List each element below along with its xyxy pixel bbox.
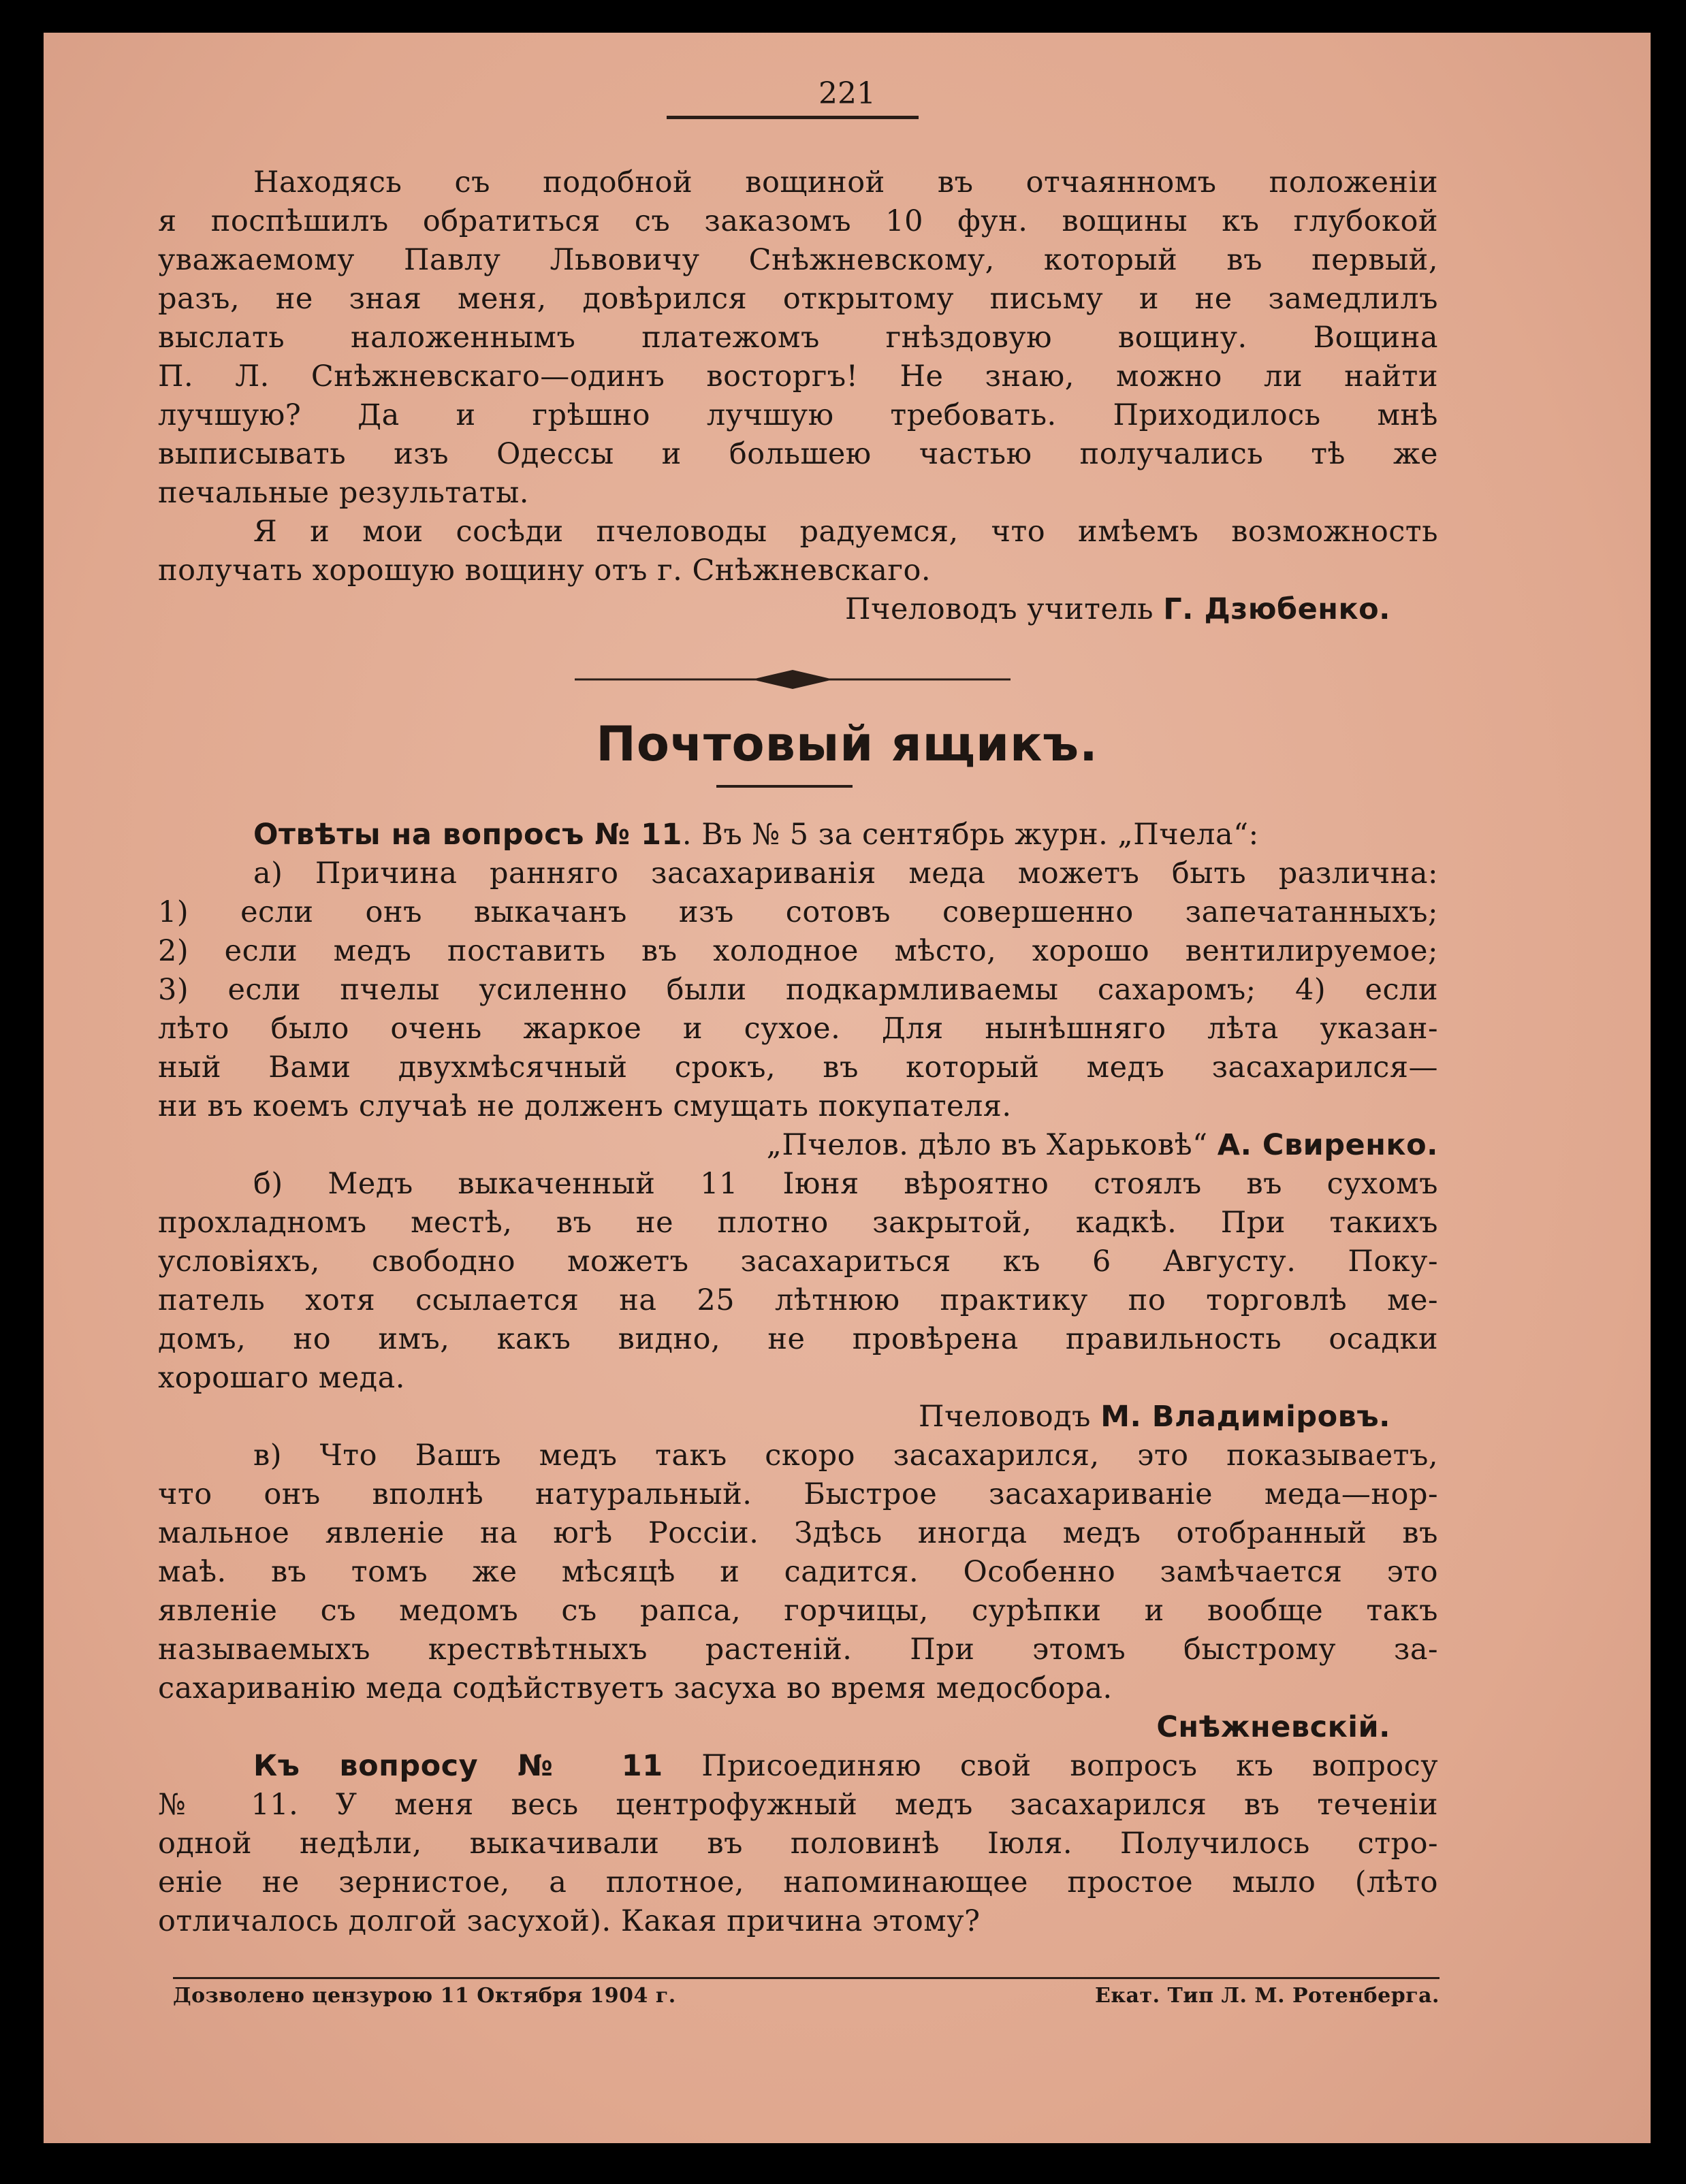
signature-name: М. Владиміровъ. bbox=[1100, 1400, 1390, 1434]
text-line: в) Что Вашъ медъ такъ скоро засахарился, это показываетъ, bbox=[253, 1439, 1438, 1473]
text-line: прохладномъ местѣ, въ не плотно закрытой, кадкѣ. При такихъ bbox=[158, 1206, 1438, 1240]
text-line: 2) если медъ поставить въ холодное мѣсто, хорошо вентилируемое; bbox=[158, 934, 1438, 968]
page bbox=[44, 33, 1651, 2143]
text-line: сахариванію меда содѣйствуетъ засуха во время медосбора. bbox=[158, 1671, 1113, 1705]
signature-prefix: „Пчелов. дѣло въ Харьковѣ“ bbox=[766, 1128, 1218, 1162]
signature-svirenko bbox=[158, 1126, 1438, 1165]
text-line: ный Вами двухмѣсячный срокъ, въ который медъ засахарился— bbox=[158, 1050, 1438, 1085]
section-heading: Почтовый ящикъ. bbox=[596, 716, 1098, 772]
signature-prefix: Пчеловодъ учитель bbox=[845, 592, 1164, 626]
text-line: б) Медъ выкаченный 11 Іюня вѣроятно стоялъ въ сухомъ bbox=[253, 1167, 1438, 1201]
text-line: уважаемому Павлу Львовичу Снѣжневскому, который въ первый, bbox=[158, 243, 1438, 277]
answers-intro bbox=[158, 816, 1438, 854]
question-first-line bbox=[158, 1747, 1438, 1786]
answers-intro-rest: . Въ № 5 за сентябрь журн. „Пчела“: bbox=[682, 818, 1259, 852]
answers-intro-bold: Отвѣты на вопросъ № 11 bbox=[253, 818, 682, 852]
text-line: выслать наложеннымъ платежомъ гнѣздовую вощину. Вощина bbox=[158, 321, 1438, 355]
text-line: разъ, не зная меня, довѣрился открытому письму и не замедлилъ bbox=[158, 282, 1438, 316]
text-line: 1) если онъ выкачанъ изъ сотовъ совершенно запечатанныхъ; bbox=[158, 895, 1438, 929]
text-line: № 11. У меня весь центрофужный медъ засахарился въ теченіи bbox=[158, 1788, 1438, 1822]
letter-section bbox=[158, 163, 1438, 629]
signature-vladimirov bbox=[158, 1398, 1438, 1436]
text-line: а) Причина ранняго засахариванія меда можетъ быть различна: bbox=[253, 856, 1438, 890]
signature-prefix: Пчеловодъ bbox=[919, 1400, 1101, 1434]
question-first-rest: Присоединяю свой вопросъ къ вопросу bbox=[663, 1749, 1438, 1783]
text-line: патель хотя ссылается на 25 лѣтнюю практику по торговлѣ ме- bbox=[158, 1283, 1438, 1317]
text-line: П. Л. Снѣжневскаго—одинъ восторгъ! Не знаю, можно ли найти bbox=[158, 359, 1438, 394]
text-line: я поспѣшилъ обратиться съ заказомъ 10 фун. вощины къ глубокой bbox=[158, 204, 1438, 238]
question-bold: Къ вопросу № 11 bbox=[253, 1749, 663, 1783]
text-line: ни въ коемъ случаѣ не долженъ смущать покупателя. bbox=[158, 1089, 1012, 1123]
text-line: маѣ. въ томъ же мѣсяцѣ и садится. Особенно замѣчается это bbox=[158, 1555, 1438, 1589]
signature-name: Г. Дзюбенко. bbox=[1163, 592, 1390, 626]
text-line: отличалось долгой засухой). Какая причина этому? bbox=[158, 1904, 981, 1938]
ornament-divider bbox=[575, 666, 1011, 693]
text-line: выписывать изъ Одессы и большею частью получались тѣ же bbox=[158, 437, 1438, 471]
text-line: печальные результаты. bbox=[158, 476, 529, 510]
text-line: хорошаго меда. bbox=[158, 1361, 405, 1395]
text-line: Находясь съ подобной вощиной въ отчаянномъ положеніи bbox=[253, 165, 1438, 199]
signature-name: А. Свиренко. bbox=[1217, 1128, 1438, 1162]
text-line: лѣто было очень жаркое и сухое. Для нынѣшняго лѣта указан- bbox=[158, 1012, 1438, 1046]
text-line: явленіе съ медомъ съ рапса, горчицы, сурѣпки и вообще такъ bbox=[158, 1594, 1438, 1628]
text-line: одной недѣли, выкачивали въ половинѣ Іюля. Получилось стро- bbox=[158, 1827, 1438, 1861]
answers-section bbox=[158, 816, 1438, 1941]
signature-snezhnevsky bbox=[158, 1708, 1438, 1747]
text-line: Я и мои сосѣди пчеловоды радуемся, что имѣемъ возможность bbox=[253, 515, 1438, 549]
page-number-rule bbox=[667, 116, 919, 119]
text-line: получать хорошую вощину отъ г. Снѣжневскаго. bbox=[158, 553, 932, 588]
text-line: домъ, но имъ, какъ видно, не провѣрена правильность осадки bbox=[158, 1322, 1438, 1356]
signature-name: Снѣжневскій. bbox=[1156, 1710, 1390, 1744]
text-line: еніе не зернистое, а плотное, напоминающее простое мыло (лѣто bbox=[158, 1865, 1438, 1899]
footer-rule bbox=[173, 1977, 1440, 1979]
text-line: мальное явленіе на югѣ Россіи. Здѣсь иногда медъ отобранный въ bbox=[158, 1516, 1438, 1550]
footer-printer: Екат. Тип Л. М. Ротенберга. bbox=[1095, 1984, 1440, 2008]
footer-censorship: Дозволено цензурою 11 Октября 1904 г. bbox=[173, 1984, 676, 2008]
text-line: условіяхъ, свободно можетъ засахариться къ 6 Августу. Поку- bbox=[158, 1244, 1438, 1279]
text-line: лучшую? Да и грѣшно лучшую требовать. Приходилось мнѣ bbox=[158, 398, 1438, 432]
signature-dzyubenko bbox=[158, 590, 1438, 629]
heading-rule bbox=[716, 785, 853, 788]
text-line: 3) если пчелы усиленно были подкармливаемы сахаромъ; 4) если bbox=[158, 973, 1438, 1007]
page-number: 221 bbox=[818, 76, 876, 111]
text-line: что онъ вполнѣ натуральный. Быстрое засахариваніе меда—нор- bbox=[158, 1477, 1438, 1511]
text-line: называемыхъ крествѣтныхъ растеній. При этомъ быстрому за- bbox=[158, 1633, 1438, 1667]
